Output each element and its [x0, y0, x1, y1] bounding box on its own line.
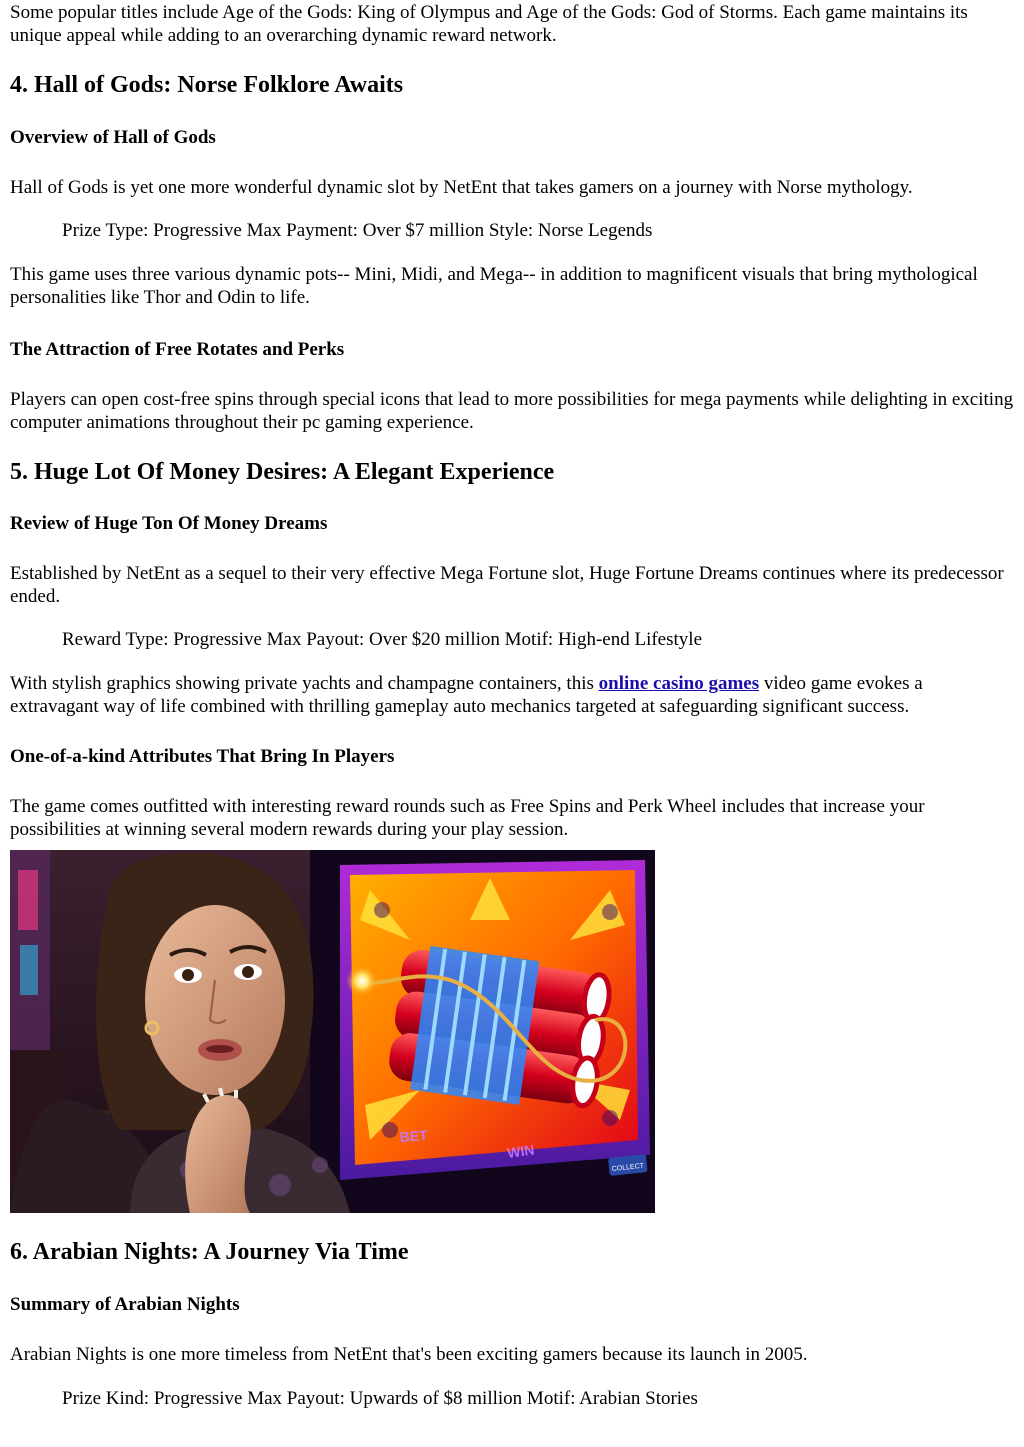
section-5-paragraph-3: The game comes outfitted with interesting reward rounds such as Free Spins and Perk Wheel includes that increase your possibilities at winning several modern rewards during your play session.: [10, 796, 925, 840]
section-6-subheading-summary: Summary of Arabian Nights: [10, 1294, 240, 1315]
section-5-paragraph-1: Established by NetEnt as a sequel to their very effective Mega Fortune slot, Huge Fortune Dreams continues where its predecessor ended.: [10, 563, 1004, 607]
section-5-subheading-review: Review of Huge Ton Of Money Dreams: [10, 513, 328, 534]
online-casino-games-link[interactable]: online casino games: [598, 673, 760, 694]
section-6-info-line: Prize Kind: Progressive Max Payout: Upwards of $8 million Motif: Arabian Stories: [62, 1388, 698, 1409]
section-4-subheading-free-rotates: The Attraction of Free Rotates and Perks: [10, 339, 345, 360]
section-5-paragraph-2-start: With stylish graphics showing private yachts and champagne containers, this: [10, 673, 599, 694]
section-5-paragraph-2: [10, 672, 1014, 718]
section-4-paragraph-3: Players can open cost-free spins through special icons that lead to more possibilities for mega payments while delighting in exciting computer animations throughout their pc gaming experience.: [10, 389, 1014, 433]
section-5-heading: 5. Huge Lot Of Money Desires: A Elegant Experience: [10, 459, 555, 485]
section-4-info-line: Prize Type: Progressive Max Payment: Over $7 million Style: Norse Legends: [62, 220, 653, 241]
slot-machine-photo: [10, 850, 655, 1213]
section-4-subheading-overview: Overview of Hall of Gods: [10, 127, 216, 148]
section-4-paragraph-2: This game uses three various dynamic pots-- Mini, Midi, and Mega-- in addition to magnificent visuals that bring mythological personalities like Thor and Odin to life.: [10, 264, 978, 308]
section-4-heading: 4. Hall of Gods: Norse Folklore Awaits: [10, 72, 404, 98]
screen-label-collect: COLLECT: [611, 1162, 645, 1173]
section-6-heading: 6. Arabian Nights: A Journey Via Time: [10, 1239, 409, 1265]
article: [0, 1, 1024, 1410]
section-5-paragraph-2-end: video game evokes a extravagant way of life combined with thrilling gameplay auto mechanics targeted at safeguarding significant success.: [10, 673, 923, 717]
section-4-paragraph-1: Hall of Gods is yet one more wonderful dynamic slot by NetEnt that takes gamers on a journey with Norse mythology.: [10, 177, 913, 198]
slot-machine-illustration: [10, 850, 655, 1213]
intro-paragraph: Some popular titles include Age of the Gods: King of Olympus and Age of the Gods: God of Storms. Each game maintains its unique appeal while adding to an overarching dynamic reward network.: [10, 2, 968, 46]
section-5-subheading-attributes: One-of-a-kind Attributes That Bring In Players: [10, 746, 395, 767]
section-6-paragraph-1: Arabian Nights is one more timeless from NetEnt that's been exciting gamers because its launch in 2005.: [10, 1344, 808, 1365]
screen-label-bet: BET: [399, 1127, 429, 1145]
screen-label-win: WIN: [506, 1141, 536, 1161]
section-5-info-line: Reward Type: Progressive Max Payout: Over $20 million Motif: High-end Lifestyle: [62, 629, 702, 650]
